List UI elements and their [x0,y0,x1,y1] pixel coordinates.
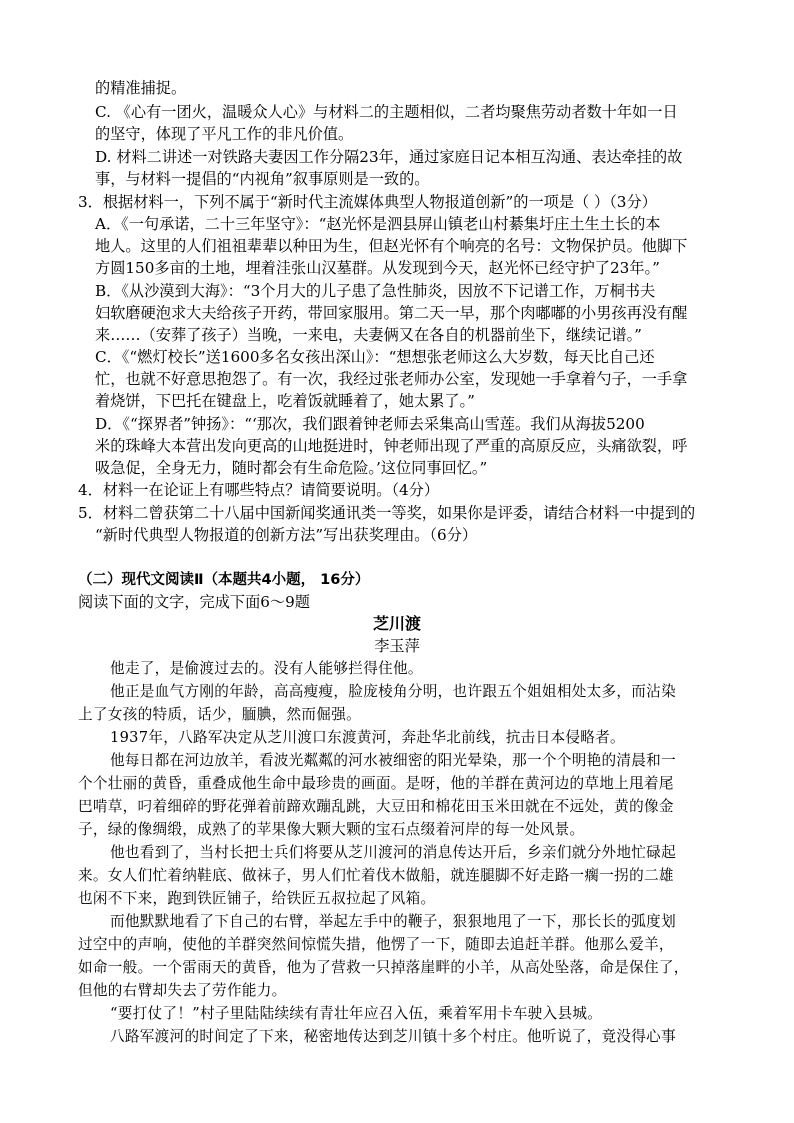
question-5-line-2: “新时代典型人物报道的创新方法”写出获奖理由。（6分） [95,526,478,544]
option-c-line-1: C. 《心有一团火，温暖众人心》与材料二的主题相似，二者均聚焦劳动者数十年如一日 [95,103,678,121]
q3-option-c-line-2: 忙，也就不好意思抱怨了。有一次，我经过张老师办公室，发现她一手拿着勺子，一手拿 [95,370,688,388]
question-4: 4．材料一在论证上有哪些特点？请简要说明。（4分） [78,481,440,499]
option-d-line-1: D. 材料二讲述一对铁路夫妻因工作分隔23年，通过家庭日记本相互沟通、表达牵挂的故 [95,148,683,166]
q3-option-d-line-1: D．《“探界者”钟扬》：“‘那次，我们跟着钟老师去采集高山雪莲。我们从海拔5200 [95,415,645,433]
paragraph-2-line-1: 他正是血气方刚的年龄，高高瘦瘦，脸庞棱角分明，也许跟五个姐姐相处太多，而沾染 [110,683,676,700]
paragraph-4-line-4: 子，绿的像绸缎，成熟了的苹果像大颗大颗的宝石点缀着河岸的每一处风景。 [78,821,585,838]
paragraph-5-line-2: 来。女人们忙着纳鞋底、做袜子，男人们忙着伐木做船，就连腿脚不好走路一瘸一拐的二雄 [78,867,674,884]
q3-option-b-line-3: 来……（安葬了孩子）当晚，一来电，夫妻俩又在各自的机器前坐下，继续记谱。” [95,326,642,344]
option-c-line-2: 的坚守，体现了平凡工作的非凡价值。 [95,125,354,143]
question-5-line-1: 5．材料二曾获第二十八届中国新闻奖通讯类一等奖，如果你是评委，请结合材料一中提到的 [78,504,696,522]
option-b-tail: 的精准捕捉。 [95,79,187,97]
section-2-instruction: 阅读下面的文字，完成下面6～9题 [78,593,310,611]
paragraph-4-line-2: 个个壮丽的黄昏，重叠成他生命中最珍贵的画面。是呀，他的羊群在黄河边的草地上甩着尾 [78,775,674,792]
q3-option-b-line-2: 妇软磨硬泡求大夫给孩子开药，带回家服用。第二天一早，那个肉嘟嘟的小男孩再没有醒 [95,304,688,322]
q3-option-d-line-2: 米的珠峰大本营出发向更高的山地挺进时，钟老师出现了严重的高原反应，头痛欲裂，呼 [95,437,688,455]
q3-option-a-line-3: 方圆150多亩的土地，埋着洼张山汉墓群。从发现到今天，赵光怀已经守护了23年。” [95,259,660,277]
paragraph-6-line-4: 但他的右臂却失去了劳作能力。 [78,982,287,999]
q3-option-a-line-2: 地人。这里的人们祖祖辈辈以种田为生，但赵光怀有个响亮的名号：文物保护员。他脚下 [95,237,688,255]
option-d-line-2: 事，与材料一提倡的“内视角”叙事原则是一致的。 [95,170,430,188]
paragraph-5-line-3: 也闲不下来，跑到铁匠铺子，给铁匠五叔拉起了风箱。 [78,890,436,907]
paragraph-4-line-1: 他每日都在河边放羊，看波光粼粼的河水被细密的阳光晕染，那一个个明艳的清晨和一 [110,752,676,769]
paragraph-2-line-2: 上了女孩的特质，话少，腼腆，然而倔强。 [78,706,361,723]
q3-option-c-line-1: C．《“燃灯校长”送1600多名女孩出深山》：“想想张老师这么大岁数，每天比自己还 [95,348,655,366]
paragraph-4-line-3: 巴啃草，叼着细碎的野花弹着前蹄欢蹦乱跳，大豆田和棉花田玉米田就在不远处，黄的像金 [78,798,674,815]
paragraph-8-line-1: 八路军渡河的时间定了下来，秘密地传达到芝川镇十多个村庄。他听说了，竟没得心事 [110,1028,676,1045]
paragraph-6-line-3: 如命一般。一个雷雨天的黄昏，他为了营救一只掉落崖畔的小羊，从高处坠落，命是保住了， [78,959,689,976]
question-3-stem: 3．根据材料一，下列不属于“新时代主流媒体典型人物报道创新”的一项是（ ）（3分） [78,193,657,211]
article-title: 芝川渡 [372,614,421,633]
paragraph-6-line-2: 过空中的声响，使他的羊群突然间惊慌失措，他愣了一下，随即去追赶羊群。他那么爱羊， [78,936,674,953]
paragraph-5-line-1: 他也看到了，当村长把士兵们将要从芝川渡河的消息传达开后，乡亲们就分外地忙碌起 [110,844,676,861]
paragraph-3-line-1: 1937年，八路军决定从芝川渡口东渡黄河，奔赴华北前线，抗击日本侵略者。 [110,729,625,746]
q3-option-a-line-1: A．《一句承诺，二十三年坚守》：“赵光怀是泗县屏山镇老山村綦集圩庄土生土长的本 [95,215,661,233]
paragraph-1-line-1: 他走了，是偷渡过去的。没有人能够拦得住他。 [110,660,423,677]
section-2-heading: （二）现代文阅读Ⅱ（本题共4小题， 16分） [78,572,370,588]
q3-option-d-line-3: 吸急促，全身无力，随时都会有生命危险。’这位同事回忆。” [95,459,488,477]
q3-option-b-line-1: B．《从沙漠到大海》：“3个月大的儿子患了急性肺炎，因放不下记谱工作，万桐书夫 [95,282,656,300]
paragraph-6-line-1: 而他默默地看了下自己的右臂，举起左手中的鞭子，狠狠地甩了一下，那长长的弧度划 [110,913,676,930]
article-author: 李玉萍 [374,637,420,655]
q3-option-c-line-3: 着烧饼，下巴托在键盘上，吃着饭就睡着了，她太累了。” [95,392,475,410]
paragraph-7-line-1: “要打仗了！”村子里陆陆续续有青壮年应召入伍，乘着军用卡车驶入县城。 [110,1005,603,1022]
